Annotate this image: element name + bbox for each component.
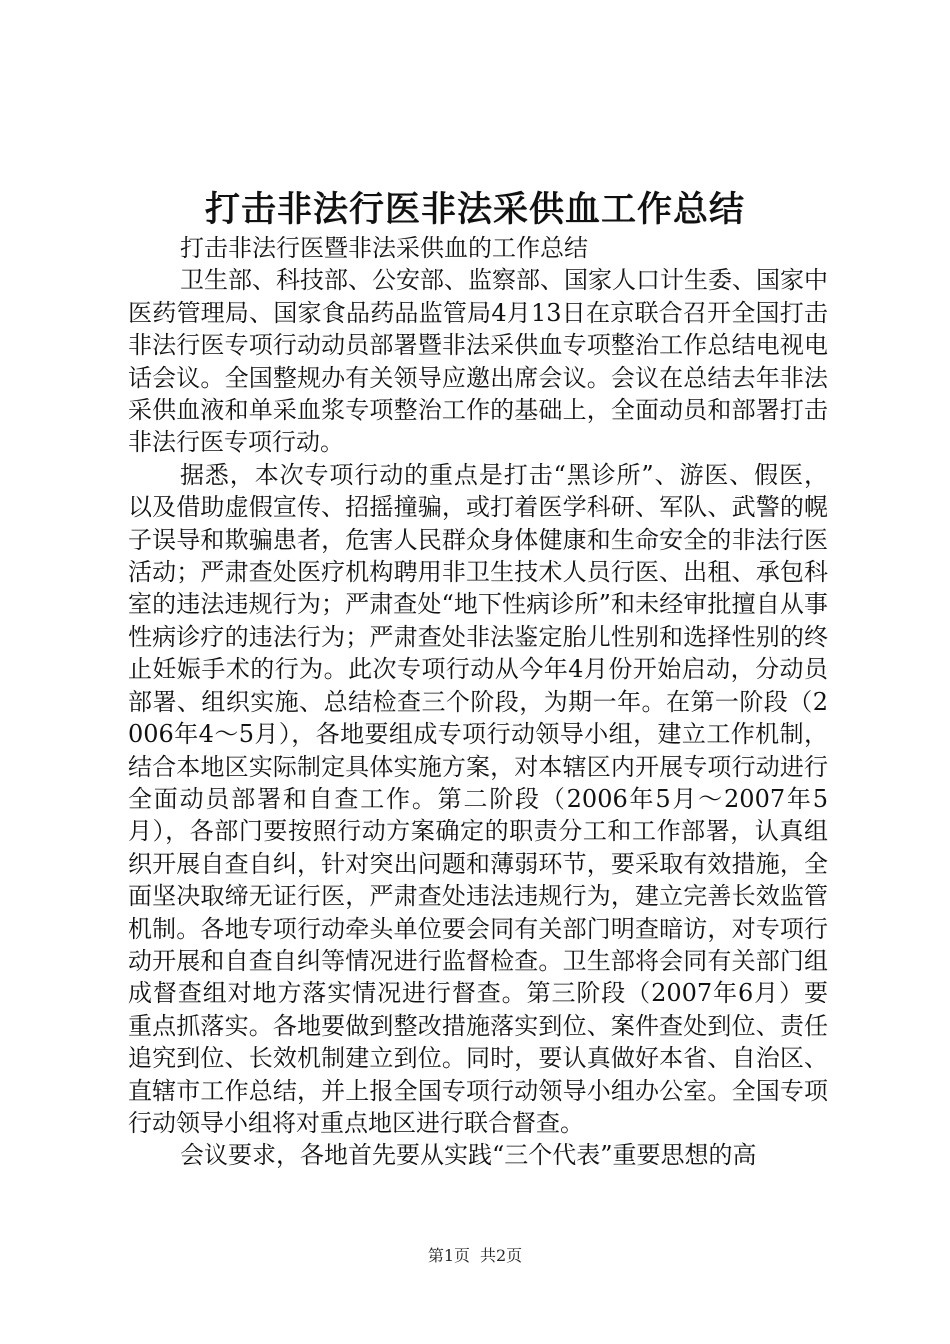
page-footer bbox=[0, 1245, 950, 1267]
document-subtitle: 打击非法行医暨非法采供血的工作总结 bbox=[180, 234, 588, 262]
page-number-total: 共2页 bbox=[480, 1246, 523, 1265]
page-number-current: 第1页 bbox=[427, 1246, 470, 1265]
paragraph-action-focus: 据悉，本次专项行动的重点是打击“黑诊所”、游医、假医，以及借助虚假宣传、招摇撞骗，或打着医学科研、军队、武警的幌子误导和欺骗患者，危害人民群众身体健康和生命安全的非法行医活动；严肃查处医疗机构聘用非卫生技术人员行医、出租、承包科室的违法违规行为；严肃查处“地下性病诊所”和未经审批擅自从事性病诊疗的违法行为；严肃查处非法鉴定胎儿性别和选择性别的终止妊娠手术的行为。此次专项行动从今年4月份开始启动，分动员部署、组织实施、总结检查三个阶段，为期一年。在第一阶段（2006年4～5月），各地要组成专项行动领导小组，建立工作机制，结合本地区实际制定具体实施方案，对本辖区内开展专项行动进行全面动员部署和自查工作。第二阶段（2006年5月～2007年5月），各部门要按照行动方案确定的职责分工和工作部署，认真组织开展自查自纠，针对突出问题和薄弱环节，要采取有效措施，全面坚决取缔无证行医，严肃查处违法违规行为，建立完善长效监管机制。各地专项行动牵头单位要会同有关部门明查暗访，对专项行动开展和自查自纠等情况进行监督检查。卫生部将会同有关部门组成督查组对地方落实情况进行督查。第三阶段（2007年6月）要重点抓落实。各地要做到整改措施落实到位、案件查处到位、责任追究到位、长效机制建立到位。同时，要认真做好本省、自治区、直辖市工作总结，并上报全国专项行动领导小组办公室。全国专项行动领导小组将对重点地区进行联合督查。 bbox=[128, 460, 828, 1137]
document-body bbox=[128, 232, 828, 1172]
paragraph-meeting-intro: 卫生部、科技部、公安部、监察部、国家人口计生委、国家中医药管理局、国家食品药品监管局4月13日在京联合召开全国打击非法行医专项行动动员部署暨非法采供血专项整治工作总结电视电话会议。全国整规办有关领导应邀出席会议。会议在总结去年非法采供血液和单采血浆专项整治工作的基础上，全面动员和部署打击非法行医专项行动。 bbox=[128, 266, 828, 457]
paragraph-meeting-requirements: 会议要求，各地首先要从实践“三个代表”重要思想的高 bbox=[180, 1141, 757, 1170]
document-title: 打击非法行医非法采供血工作总结 bbox=[204, 189, 745, 230]
